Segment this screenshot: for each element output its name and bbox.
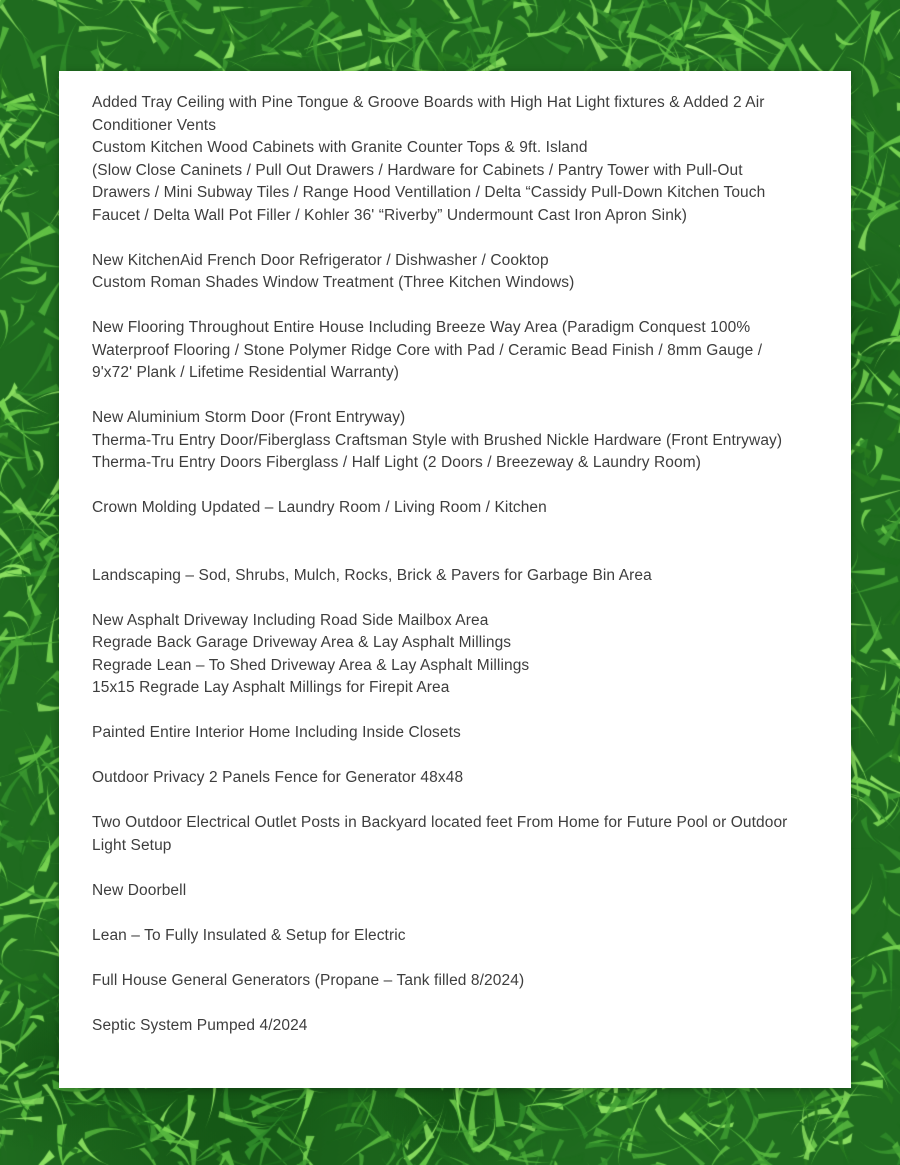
blank-line bbox=[92, 587, 833, 610]
text-line: Outdoor Privacy 2 Panels Fence for Generator 48x48 bbox=[92, 769, 464, 786]
text-line: New KitchenAid French Door Refrigerator / Dishwasher / Cooktop bbox=[92, 251, 549, 269]
text-line: Septic System Pumped 4/2024 bbox=[92, 1016, 308, 1034]
text-line: Conditioner Vents bbox=[92, 116, 217, 134]
text-line: Two Outdoor Electrical Outlet Posts in Backyard located feet From Home for Future Pool or Outdoor bbox=[92, 814, 788, 831]
blank-line bbox=[92, 542, 833, 565]
blank-line bbox=[92, 227, 833, 250]
text-line: Landscaping – Sod, Shrubs, Mulch, Rocks, Brick & Pavers for Garbage Bin Area bbox=[92, 566, 652, 584]
blank-line bbox=[92, 857, 833, 880]
text-line: Therma-Tru Entry Doors Fiberglass / Half Light (2 Doors / Breezeway & Laundry Room) bbox=[92, 454, 701, 471]
text-line: Lean – To Fully Insulated & Setup for Electric bbox=[92, 926, 406, 944]
blank-line bbox=[92, 475, 833, 498]
text-line: Full House General Generators (Propane – Tank filled 8/2024) bbox=[92, 971, 525, 989]
text-line: New Doorbell bbox=[92, 881, 187, 899]
text-line: Regrade Lean – To Shed Driveway Area & Lay Asphalt Millings bbox=[92, 656, 530, 674]
home-improvements-list bbox=[92, 92, 833, 1037]
text-line: New Aluminium Storm Door (Front Entryway) bbox=[92, 409, 406, 426]
blank-line bbox=[92, 745, 833, 768]
text-line: 15x15 Regrade Lay Asphalt Millings for Firepit Area bbox=[92, 679, 450, 696]
text-line: Waterproof Flooring / Stone Polymer Ridge Core with Pad / Ceramic Bead Finish / 8mm Gauge / bbox=[92, 341, 763, 359]
blank-line bbox=[92, 790, 833, 813]
text-line: 9'x72' Plank / Lifetime Residential Warranty) bbox=[92, 364, 400, 381]
text-line: (Slow Close Caninets / Pull Out Drawers / Hardware for Cabinets / Pantry Tower with Pull-Out bbox=[92, 161, 743, 179]
blank-line bbox=[92, 520, 833, 543]
text-line: New Asphalt Driveway Including Road Side Mailbox Area bbox=[92, 611, 489, 629]
text-line: Light Setup bbox=[92, 836, 172, 854]
blank-line bbox=[92, 385, 833, 408]
text-line: Crown Molding Updated – Laundry Room / Living Room / Kitchen bbox=[92, 499, 547, 516]
blank-line bbox=[92, 295, 833, 318]
text-line: Drawers / Mini Subway Tiles / Range Hood Ventillation / Delta “Cassidy Pull-Down Kitchen Touch bbox=[92, 184, 766, 201]
text-line: Custom Kitchen Wood Cabinets with Granite Counter Tops & 9ft. Island bbox=[92, 139, 588, 156]
blank-line bbox=[92, 947, 833, 970]
text-line: Added Tray Ceiling with Pine Tongue & Groove Boards with High Hat Light fixtures & Added 2 Air bbox=[92, 94, 765, 111]
text-line: Regrade Back Garage Driveway Area & Lay Asphalt Millings bbox=[92, 634, 512, 651]
blank-line bbox=[92, 700, 833, 723]
blank-line bbox=[92, 902, 833, 925]
text-line: Painted Entire Interior Home Including Inside Closets bbox=[92, 724, 461, 741]
blank-line bbox=[92, 992, 833, 1015]
text-line: Custom Roman Shades Window Treatment (Three Kitchen Windows) bbox=[92, 274, 575, 291]
text-line: Faucet / Delta Wall Pot Filler / Kohler 36' “Riverby” Undermount Cast Iron Apron Sink) bbox=[92, 206, 688, 224]
text-line: Therma-Tru Entry Door/Fiberglass Craftsman Style with Brushed Nickle Hardware (Front Entryway) bbox=[92, 431, 783, 449]
text-line: New Flooring Throughout Entire House Including Breeze Way Area (Paradigm Conquest 100% bbox=[92, 319, 751, 336]
content-card bbox=[59, 71, 851, 1088]
